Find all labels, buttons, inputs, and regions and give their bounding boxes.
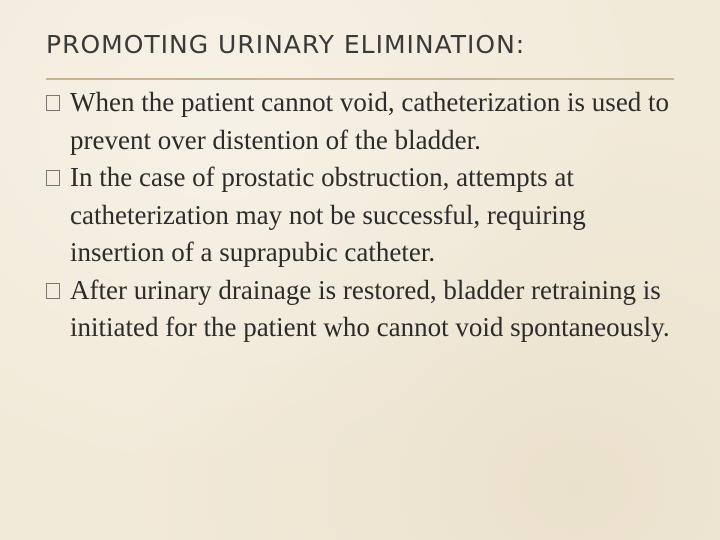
bullet-text: In the case of prostatic obstruction, attempts at catheterization may not be successful, requiring insertion of a suprapubic catheter. [70,162,586,267]
bullet-list [46,84,686,347]
square-bullet-icon [46,283,60,299]
bullet-item [46,84,686,159]
bullet-item [46,159,686,272]
title-underline [46,78,674,80]
square-bullet-icon [46,170,60,186]
square-bullet-icon [46,95,60,111]
bullet-text: After urinary drainage is restored, bladder retraining is initiated for the patient who cannot void spontaneously. [70,274,670,342]
slide-title: PROMOTING URINARY ELIMINATION: [46,30,526,59]
bullet-item [46,272,686,347]
bullet-text: When the patient cannot void, catheterization is used to prevent over distention of the bladder. [70,87,670,155]
